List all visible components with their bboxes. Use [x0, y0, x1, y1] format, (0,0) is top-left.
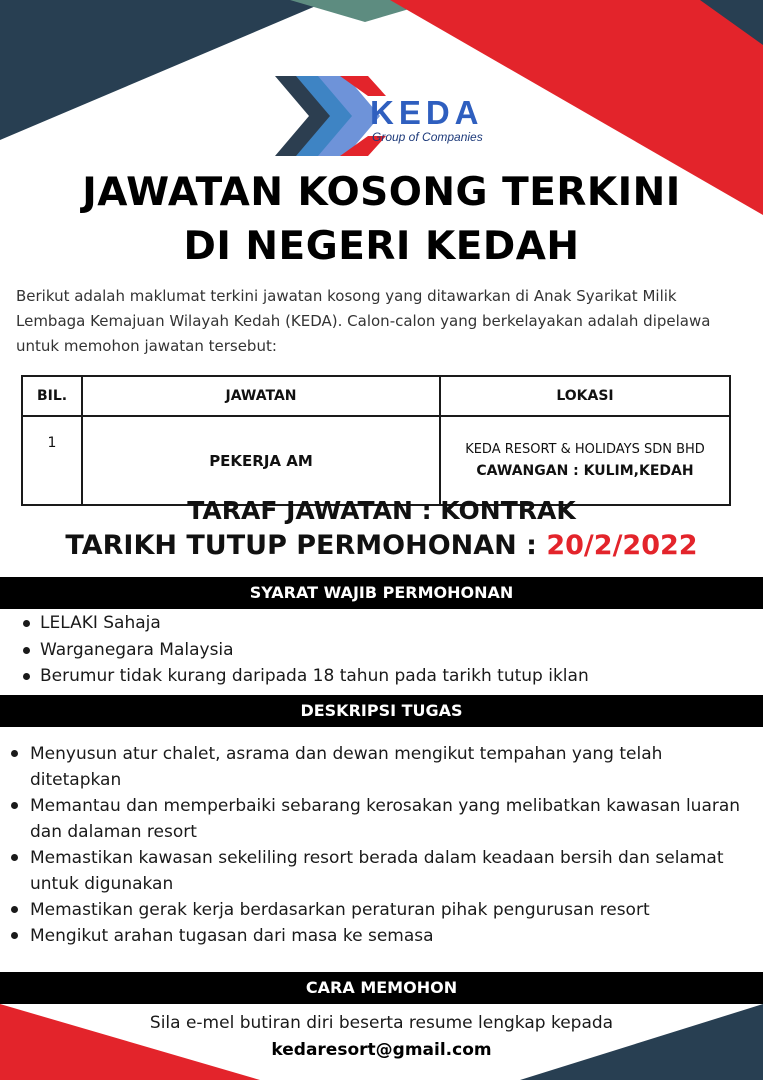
list-item: Berumur tidak kurang daripada 18 tahun pada tarikh tutup iklan	[40, 663, 730, 690]
cell-bil: 1	[22, 416, 82, 505]
logo-subtitle: Group of Companies	[372, 130, 483, 144]
cell-jawatan: PEKERJA AM	[82, 416, 440, 505]
closing-date-label: TARIKH TUTUP PERMOHONAN :	[65, 530, 537, 561]
contact-email[interactable]: kedaresort@gmail.com	[271, 1040, 492, 1060]
closing-date	[0, 530, 763, 561]
table-row	[22, 416, 730, 505]
list-item: Warganegara Malaysia	[40, 637, 730, 664]
intro-paragraph: Berikut adalah maklumat terkini jawatan kosong yang ditawarkan di Anak Syarikat Milik Lembaga Kemajuan Wilayah Kedah (KEDA). Calon-calon yang berkelayakan adalah dipelawa untuk memohon jawatan tersebut:	[16, 287, 711, 355]
page-title-line1: JAWATAN KOSONG TERKINI	[82, 170, 681, 215]
list-item: Mengikut arahan tugasan dari masa ke semasa	[30, 923, 745, 949]
duties-list	[30, 741, 745, 949]
header-lokasi: LOKASI	[440, 376, 730, 416]
section-heading-deskripsi: DESKRIPSI TUGAS	[0, 695, 763, 727]
list-item: Memastikan kawasan sekeliling resort berada dalam keadaan bersih dan selamat untuk digunakan	[30, 845, 745, 897]
list-item: Memastikan gerak kerja berdasarkan peraturan pihak pengurusan resort	[30, 897, 745, 923]
lokasi-company: KEDA RESORT & HOLIDAYS SDN BHD	[465, 442, 705, 457]
closing-date-value: 20/2/2022	[546, 530, 698, 561]
header-bil: BIL.	[22, 376, 82, 416]
section-heading-syarat: SYARAT WAJIB PERMOHONAN	[0, 577, 763, 609]
vacancy-table	[21, 375, 731, 506]
apply-instruction: Sila e-mel butiran diri beserta resume lengkap kepada	[149, 1013, 614, 1033]
header-jawatan: JAWATAN	[82, 376, 440, 416]
page-title-line2: DI NEGERI KEDAH	[183, 224, 580, 269]
list-item: LELAKI Sahaja	[40, 610, 730, 637]
requirements-list	[40, 610, 730, 690]
cell-lokasi	[440, 416, 730, 505]
logo-wordmark: KEDA	[370, 94, 484, 131]
section-heading-cara: CARA MEMOHON	[0, 972, 763, 1004]
list-item: Menyusun atur chalet, asrama dan dewan mengikut tempahan yang telah ditetapkan	[30, 741, 745, 793]
table-header-row	[22, 376, 730, 416]
lokasi-branch: CAWANGAN : KULIM,KEDAH	[476, 463, 694, 479]
list-item: Memantau dan memperbaiki sebarang kerosakan yang melibatkan kawasan luaran dan dalaman resort	[30, 793, 745, 845]
taraf-jawatan: TARAF JAWATAN : KONTRAK	[187, 496, 576, 525]
